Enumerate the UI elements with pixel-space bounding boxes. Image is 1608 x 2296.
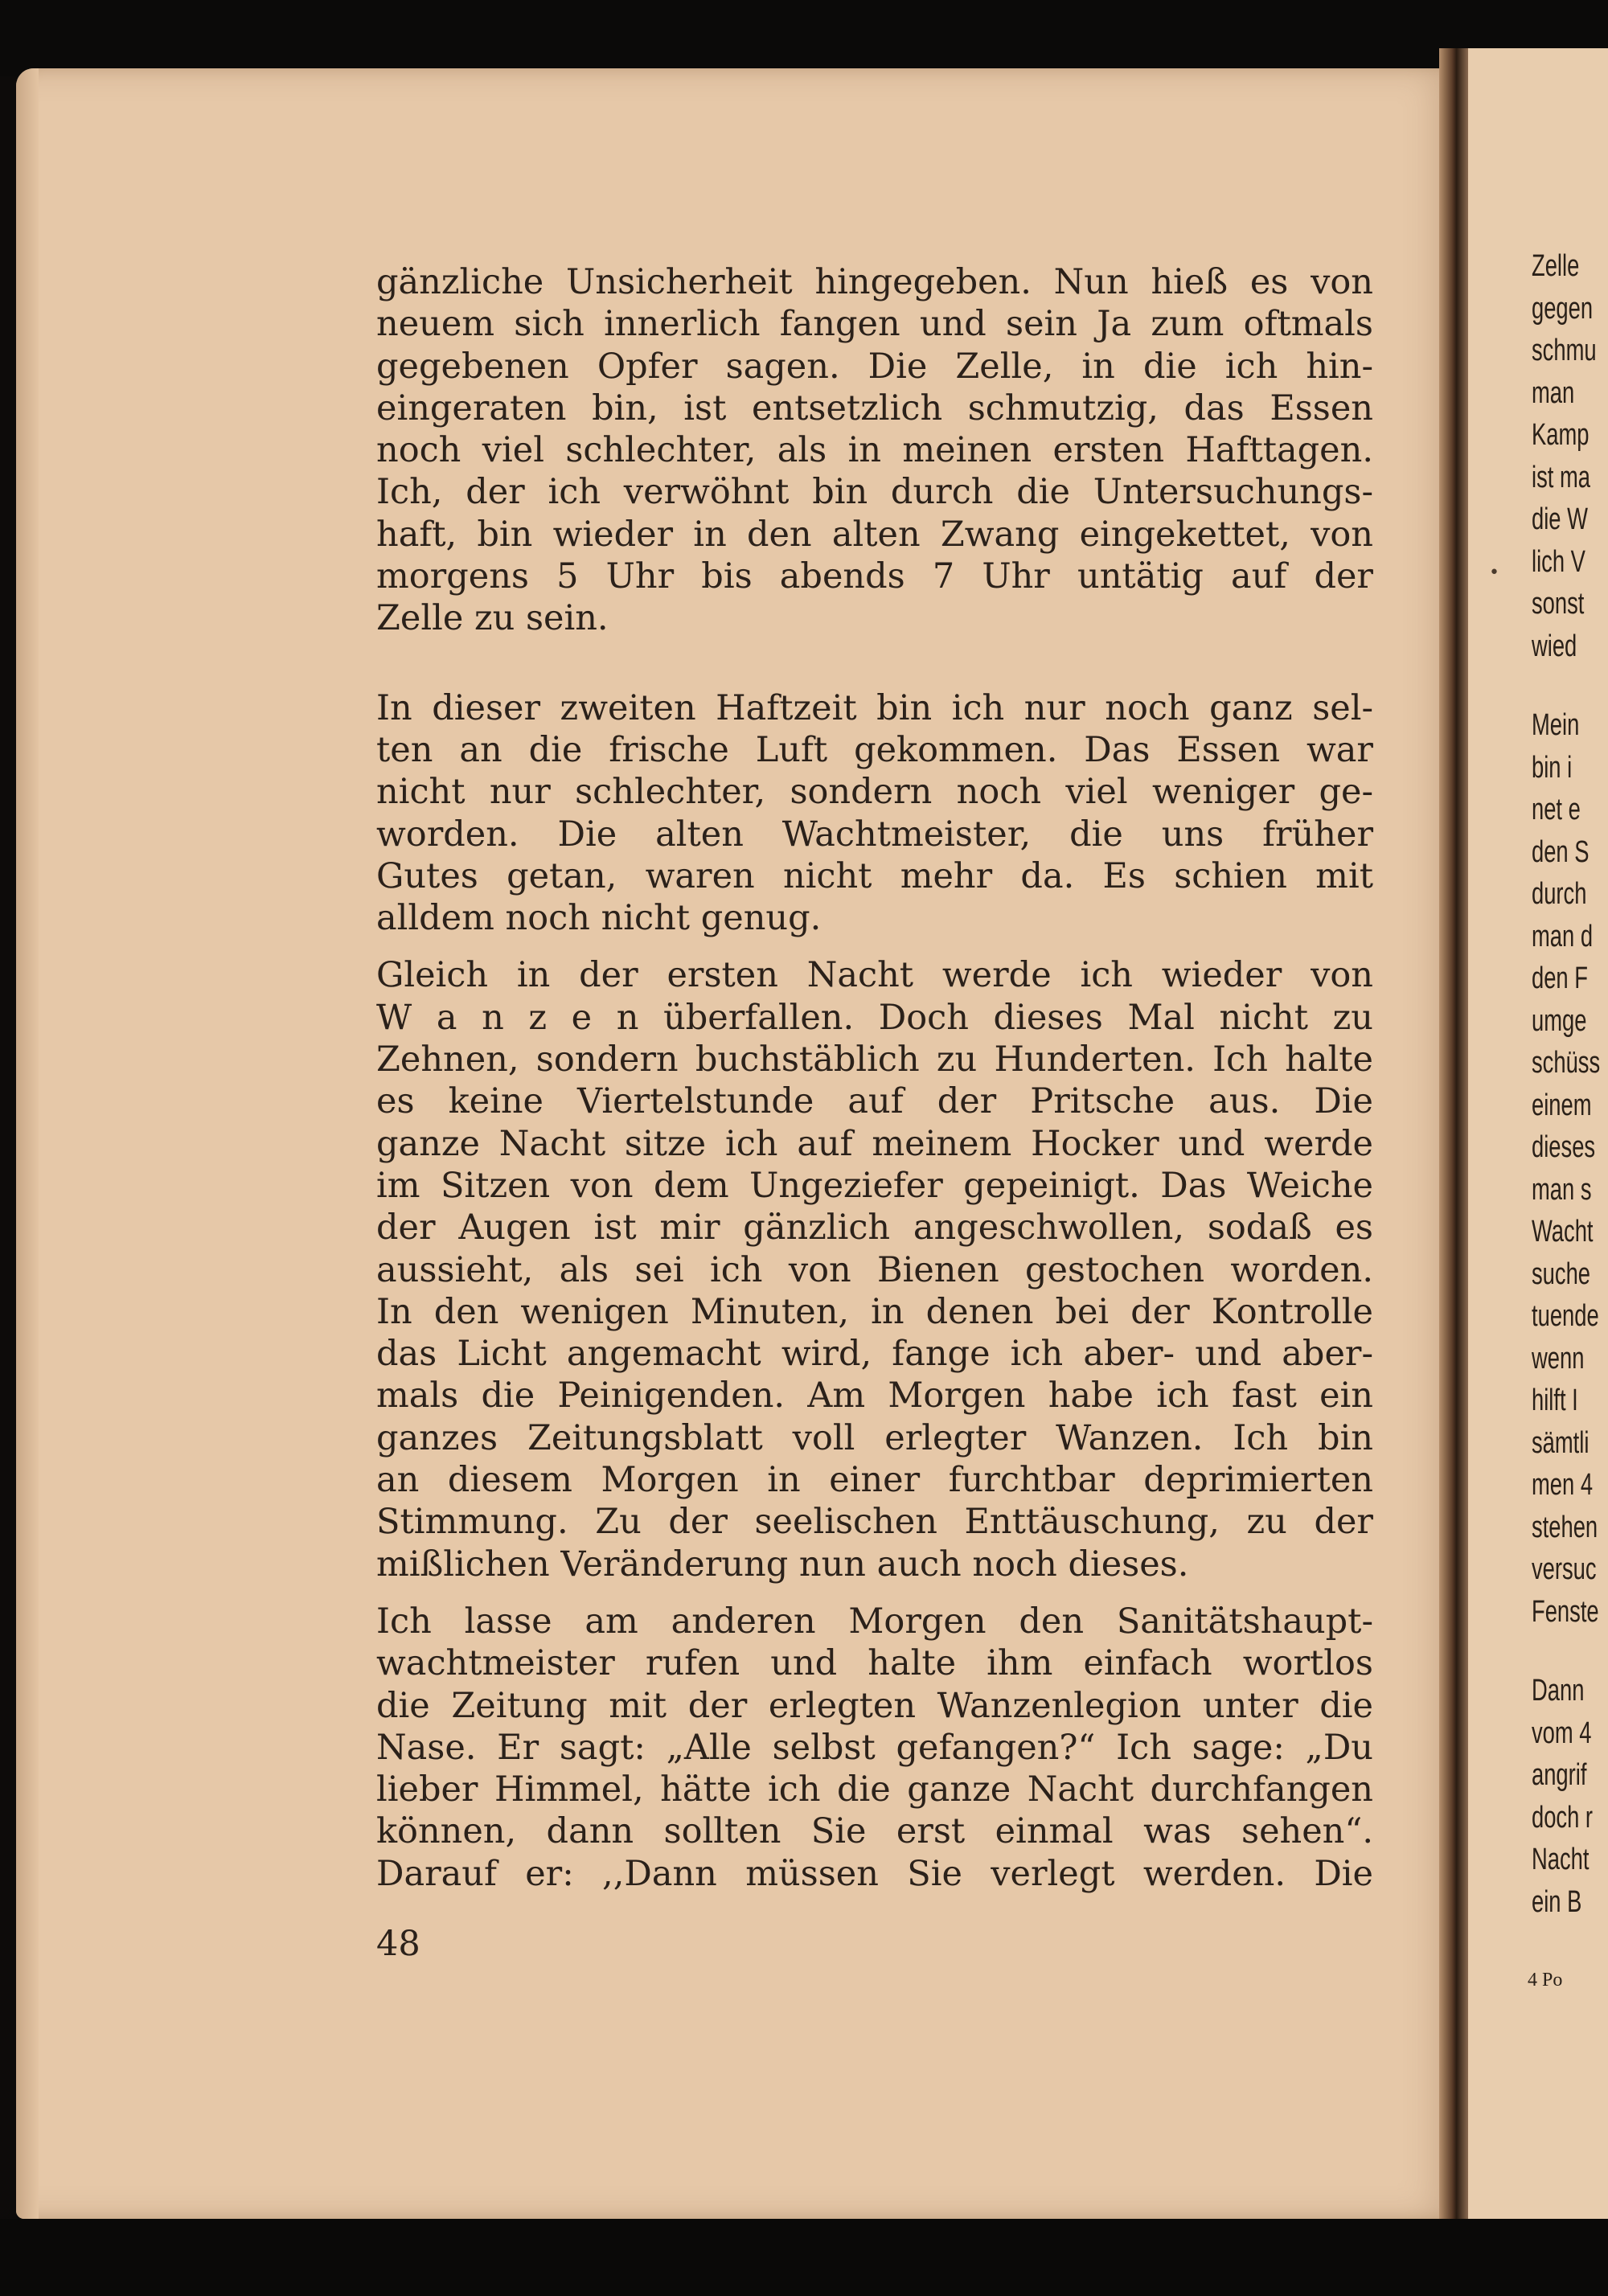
text-line: im Sitzen von dem Ungeziefer gepeinigt. Das Weiche (376, 1165, 1373, 1206)
facing-text-line: Nacht (1532, 1843, 1590, 1876)
facing-text-line: net e (1532, 793, 1581, 826)
paragraph-3 (376, 954, 1373, 1585)
text-line: aussieht, als sei ich von Bienen gestochen worden. (376, 1249, 1373, 1290)
page-body-text (376, 261, 1373, 1895)
text-line: lieber Himmel, hätte ich die ganze Nacht durchfangen (376, 1769, 1373, 1810)
text-line: Nase. Er sagt: „Alle selbst gefangen?“ Ich sage: „Du (376, 1727, 1373, 1768)
facing-text-line: den S (1532, 834, 1590, 869)
margin-dot: • (1489, 563, 1499, 583)
facing-text-line: doch r (1532, 1800, 1594, 1835)
text-line: ten an die frische Luft gekommen. Das Essen war (376, 729, 1373, 770)
paragraph-2 (376, 687, 1373, 940)
text-line: gegebenen Opfer sagen. Die Zelle, in die ich hin- (376, 346, 1373, 387)
facing-text-line: Mein (1532, 708, 1580, 742)
text-line: alldem noch nicht genug. (376, 898, 822, 939)
facing-text-line: durch (1532, 877, 1587, 911)
facing-text-line: tuende (1532, 1299, 1599, 1333)
book-gutter (1439, 48, 1468, 2223)
text-line: das Licht angemacht wird, fange ich aber- und aber- (376, 1334, 1373, 1375)
facing-text-line: lich V (1532, 544, 1585, 579)
facing-text-line: Fenste (1532, 1594, 1599, 1629)
facing-page-text (1532, 249, 1608, 1927)
facing-text-line: man d (1532, 919, 1594, 953)
paragraph-4 (376, 1601, 1373, 1895)
facing-text-line: einem (1532, 1088, 1592, 1122)
facing-text-line: wied (1532, 629, 1577, 663)
text-line: mals die Peinigenden. Am Morgen habe ich fast ein (376, 1376, 1373, 1417)
text-line: gänzliche Unsicherheit hingegeben. Nun hieß es von (376, 262, 1373, 302)
text-line: Stimmung. Zu der seelischen Enttäuschung, zu der (376, 1502, 1373, 1543)
paragraph-spacer (376, 640, 1373, 687)
text-line: Darauf er: ,,Dann müssen Sie verlegt werden. Die (376, 1853, 1373, 1894)
facing-paragraph-spacer (1532, 671, 1608, 708)
paragraph-spacer (376, 939, 1373, 954)
facing-text-line: hilft I (1532, 1384, 1578, 1417)
scan-background-bottom (0, 2219, 1608, 2296)
facing-text-line: Kamp (1532, 418, 1590, 452)
facing-text-line: sämtli (1532, 1425, 1590, 1460)
text-line: worden. Die alten Wachtmeister, die uns früher (376, 814, 1373, 855)
text-line: es keine Viertelstunde auf der Pritsche aus. Die (376, 1081, 1373, 1122)
text-line: neuem sich innerlich fangen und sein Ja zum oftmals (376, 304, 1373, 345)
facing-text-line: sonst (1532, 587, 1585, 621)
text-line: Ich, der ich verwöhnt bin durch die Untersuchungs- (376, 472, 1373, 513)
scan-background-top (0, 0, 1608, 76)
facing-text-line: den F (1532, 961, 1588, 995)
text-line: Gutes getan, waren nicht mehr da. Es schien mit (376, 855, 1373, 896)
paragraph-1 (376, 261, 1373, 640)
text-line: Zehnen, sondern buchstäblich zu Hunderten. Ich halte (376, 1039, 1373, 1080)
text-line: nicht nur schlechter, sondern noch viel weniger ge- (376, 772, 1373, 813)
facing-text-line: man (1532, 375, 1575, 410)
facing-text-line: Wacht (1532, 1215, 1594, 1248)
facing-page-footnote: 4 Po (1528, 1970, 1563, 1991)
text-line: wachtmeister rufen und halte ihm einfach wortlos (376, 1643, 1373, 1684)
facing-text-line: gegen (1532, 291, 1594, 326)
page-number: 48 (376, 1924, 420, 1964)
facing-text-line: Zelle (1532, 249, 1580, 283)
facing-text-line: bin i (1532, 750, 1573, 785)
page-edge (16, 68, 39, 2219)
facing-text-line: suche (1532, 1257, 1591, 1291)
text-line: Ich lasse am anderen Morgen den Sanitätshaupt- (376, 1601, 1373, 1642)
facing-text-line: angrif (1532, 1758, 1587, 1792)
text-line: morgens 5 Uhr bis abends 7 Uhr untätig auf der (376, 556, 1373, 597)
text-line: mißlichen Veränderung nun auch noch dieses. (376, 1544, 1189, 1585)
facing-text-line: schmu (1532, 334, 1597, 367)
text-line: ganzes Zeitungsblatt voll erlegter Wanzen. Ich bin (376, 1417, 1373, 1458)
facing-text-line: schüss (1532, 1046, 1601, 1080)
facing-text-line: umge (1532, 1003, 1587, 1038)
facing-paragraph-spacer (1532, 1637, 1608, 1674)
facing-text-line: stehen (1532, 1510, 1598, 1544)
facing-text-line: ein B (1532, 1884, 1582, 1919)
text-line: an diesem Morgen in einer furchtbar deprimierten (376, 1460, 1373, 1501)
facing-text-line: die W (1532, 502, 1588, 536)
facing-text-line: ist ma (1532, 460, 1590, 494)
text-line: noch viel schlechter, als in meinen ersten Hafttagen. (376, 430, 1373, 471)
facing-text-line: men 4 (1532, 1468, 1594, 1502)
text-line: W a n z e n überfallen. Doch dieses Mal nicht zu (376, 997, 1373, 1038)
text-line: der Augen ist mir gänzlich angeschwollen, sodaß es (376, 1207, 1373, 1248)
facing-text-line: dieses (1532, 1130, 1596, 1164)
text-line: Zelle zu sein. (376, 598, 609, 639)
facing-text-line: wenn (1532, 1341, 1585, 1376)
text-line: In den wenigen Minuten, in denen bei der Kontrolle (376, 1291, 1373, 1332)
facing-text-line: Dann (1532, 1674, 1585, 1708)
text-line: die Zeitung mit der erlegten Wanzenlegion unter die (376, 1685, 1373, 1726)
text-line: eingeraten bin, ist entsetzlich schmutzig, das Essen (376, 387, 1373, 428)
text-line: Gleich in der ersten Nacht werde ich wieder von (376, 955, 1373, 996)
facing-text-line: versuc (1532, 1552, 1597, 1586)
text-line: ganze Nacht sitze ich auf meinem Hocker und werde (376, 1123, 1373, 1164)
text-line: können, dann sollten Sie erst einmal was sehen“. (376, 1811, 1373, 1852)
text-line: haft, bin wieder in den alten Zwang eingekettet, von (376, 514, 1373, 555)
facing-text-line: vom 4 (1532, 1716, 1592, 1750)
text-line: In dieser zweiten Haftzeit bin ich nur noch ganz sel- (376, 687, 1373, 728)
facing-text-line: man s (1532, 1172, 1592, 1207)
paragraph-spacer (376, 1585, 1373, 1601)
